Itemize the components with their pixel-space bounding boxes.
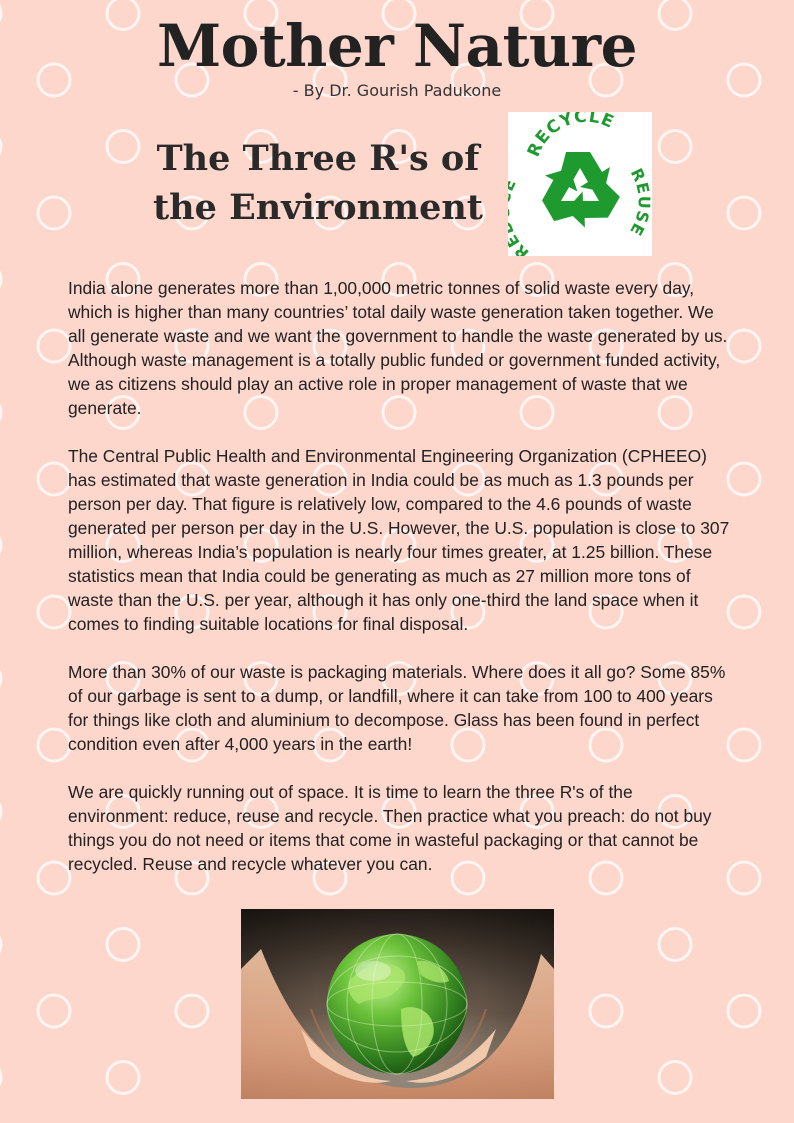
section-heading-line1: The Three R's of	[156, 138, 480, 179]
svg-text:REDUCE	[508, 175, 533, 256]
page-title: Mother Nature	[156, 12, 637, 80]
recycle-arrows-icon	[532, 152, 623, 235]
author-byline: - By Dr. Gourish Padukone	[292, 81, 502, 100]
article-paragraph: We are quickly running out of space. It is time to learn the three R's of the environment: reduce, reuse and recycle. Then practice what you preach: do not buy things you do not need or items that come in wasteful packaging or that cannot be recycled. Reuse and recycle whatever you can.	[68, 782, 712, 874]
hands-globe-photo	[241, 909, 554, 1099]
hands-globe-illustration	[241, 909, 554, 1099]
recycle-logo-graphic	[508, 112, 652, 256]
green-globe-icon	[327, 934, 467, 1074]
recycle-logo-left-text: R	[509, 240, 533, 256]
recycle-logo	[508, 112, 652, 256]
recycle-logo-right-text: REUSE	[625, 165, 652, 240]
article-paragraph: The Central Public Health and Environmental Engineering Organization (CPHEEO) has estimated that waste generation in India could be as much as 1.3 pounds per person per day. That figure is relatively low, compared to the 4.6 pounds of waste generated per person per day in the U.S. However, the U.S. population is close to 307 million, whereas India’s population is nearly four times greater, at 1.25 billion. These statistics mean that India could be generating as much as 27 million more tons of waste than the U.S. per year, although it has only one-third the land space when it comes to finding suitable locations for final disposal.	[68, 446, 730, 634]
section-heading-line2: the Environment	[153, 187, 483, 228]
article-body	[68, 276, 732, 900]
svg-text:REUSE	[626, 165, 652, 239]
article-paragraph: India alone generates more than 1,00,000 metric tonnes of solid waste every day, which is higher than many countries’ total daily waste generation taken together. We all generate waste and we want the government to handle the waste generated by us. Although waste management is a totally public funded or government funded activity, we as citizens should play an active role in proper management of waste that we generate.	[68, 278, 728, 418]
section-heading	[148, 134, 488, 232]
article-paragraph: More than 30% of our waste is packaging materials. Where does it all go? Some 85% of our garbage is sent to a dump, or landfill, where it can take from 100 to 400 years for things like cloth and aluminium to decompose. Glass has been found in perfect condition even after 4,000 years in the earth!	[68, 662, 726, 754]
recycle-logo-top-text: RECYCLE	[523, 112, 618, 160]
